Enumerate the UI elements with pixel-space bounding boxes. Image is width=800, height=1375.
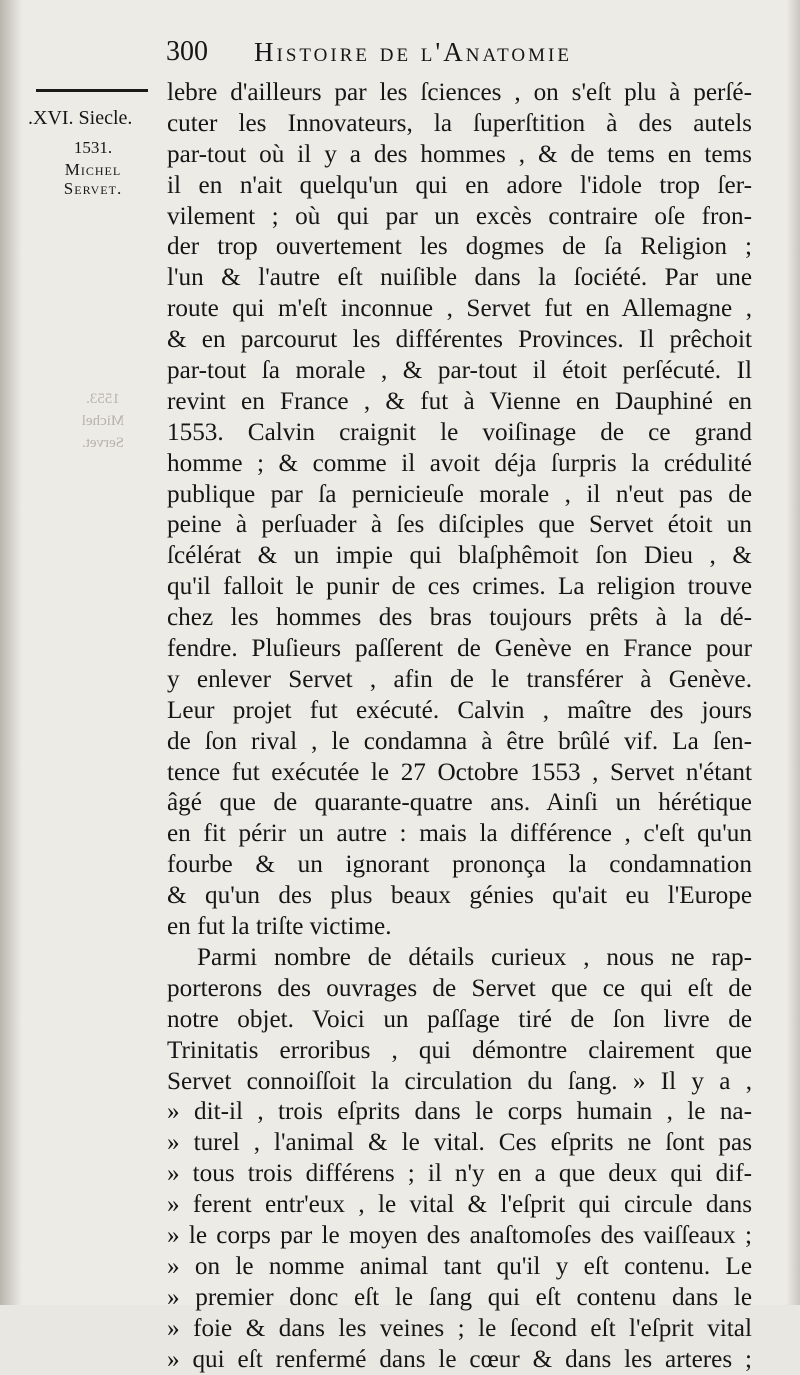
text-line: notre objet. Voici un paſſage tiré de ſon livre de [167,1005,752,1033]
text-line: peine à perſuader à ſes diſciples que Servet étoit un [167,511,752,539]
text-line: de ſon rival , le condamna à être brûlé vif. La ſen- [167,727,752,755]
text-line: fourbe & un ignorant prononça la condamnation [167,851,752,879]
margin-century: .XVI. Siecle. [28,107,133,129]
text-line: fendre. Pluſieurs paſſerent de Genève en France pour [167,635,752,663]
bleed-through-text [58,388,148,454]
text-line: » ferent entr'eux , le vital & l'eſprit qui circule dans [167,1191,752,1219]
text-line: 1553. Calvin craignit le voiſinage de ce grand [167,418,752,446]
text-line: » tous trois différens ; il n'y en a que deux qui dif- [167,1160,752,1188]
text-line: porterons des ouvrages de Servet que ce qui eſt de [167,974,752,1002]
text-line: » dit-il , trois eſprits dans le corps humain , le na- [167,1098,752,1126]
margin-rule [36,89,148,92]
text-line: en fit périr un autre : mais la différence , c'eſt qu'un [167,820,752,848]
page-number: 300 [166,36,208,67]
text-line: par-tout où il y a des hommes , & de tems en tems [167,140,752,168]
text-line: ſcélérat & un impie qui blaſphêmoit ſon Dieu , & [167,542,752,570]
text-line: y enlever Servet , afin de le transférer à Genève. [167,665,752,693]
text-line: Trinitatis erroribus , qui démontre clairement que [167,1036,752,1064]
running-title: Histoire de l'Anatomie [254,37,572,67]
margin-year: 1531. [73,138,113,157]
margin-name-first: Michel [64,160,122,179]
text-line: homme ; & comme il avoit déja ſurpris la crédulité [167,449,752,477]
text-line: » turel , l'animal & le vital. Ces eſprits ne ſont pas [167,1129,752,1157]
text-line: chez les hommes des bras toujours prêts à la dé- [167,604,752,632]
bleed-through-line: 1553. [86,391,120,407]
text-line: tence fut exécutée le 27 Octobre 1553 , Servet n'étant [167,758,752,786]
text-line: route qui m'eſt inconnue , Servet fut en Allemagne , [167,295,752,323]
text-line: vilement ; où qui par un excès contraire oſe fron- [167,202,752,230]
margin-note [28,106,158,198]
text-line: & en parcourut les différentes Provinces. Il prêchoit [167,326,752,354]
text-line: lebre d'ailleurs par les ſciences , on s'eſt plu à perſé- [167,79,752,106]
bleed-through-line: Michel [81,413,125,429]
margin-name-last: Servet. [63,179,123,198]
text-line: publique par ſa pernicieuſe morale , il n'eut pas de [167,480,752,508]
text-line: » premier donc eſt le ſang qui eſt contenu dans le [167,1283,752,1311]
text-line: » qui eſt renfermé dans le cœur & dans les arteres ; [167,1345,752,1373]
text-line: & qu'un des plus beaux génies qu'ait eu l'Europe [167,882,752,910]
text-line: âgé que de quarante-quatre ans. Ainſi un hérétique [167,789,752,817]
body-text [167,78,752,1375]
text-line: par-tout ſa morale , & par-tout il étoit perſécuté. Il [167,357,752,385]
text-line: Leur projet fut exécuté. Calvin , maître des jours [167,696,752,724]
text-line: qu'il falloit le punir de ces crimes. La religion trouve [167,573,752,601]
text-line: Servet connoiſſoit la circulation du ſang. » Il y a , [167,1067,752,1095]
text-line-paragraph-end: en fut la triſte victime. [167,913,392,941]
text-line: revint en France , & fut à Vienne en Dauphiné en [167,387,752,415]
page-header [166,34,766,74]
text-line: il en n'ait quelqu'un qui en adore l'idole trop ſer- [167,171,752,199]
bleed-through-line: Servet. [81,435,125,451]
text-line: » on le nomme animal tant qu'il y eſt contenu. Le [167,1252,752,1280]
text-line: » le corps par le moyen des anaſtomoſes des vaiſſeaux ; [167,1221,752,1249]
text-line: » foie & dans les veines ; le ſecond eſt l'eſprit vital [167,1314,752,1342]
text-line: cuter les Innovateurs, la ſuperſtition à des autels [167,109,752,137]
text-line-paragraph-start: Parmi nombre de détails curieux , nous ne rap- [197,943,752,971]
text-line: der trop ouvertement les dogmes de ſa Religion ; [167,233,752,261]
text-line: l'un & l'autre eſt nuiſible dans la ſociété. Par une [167,264,752,292]
